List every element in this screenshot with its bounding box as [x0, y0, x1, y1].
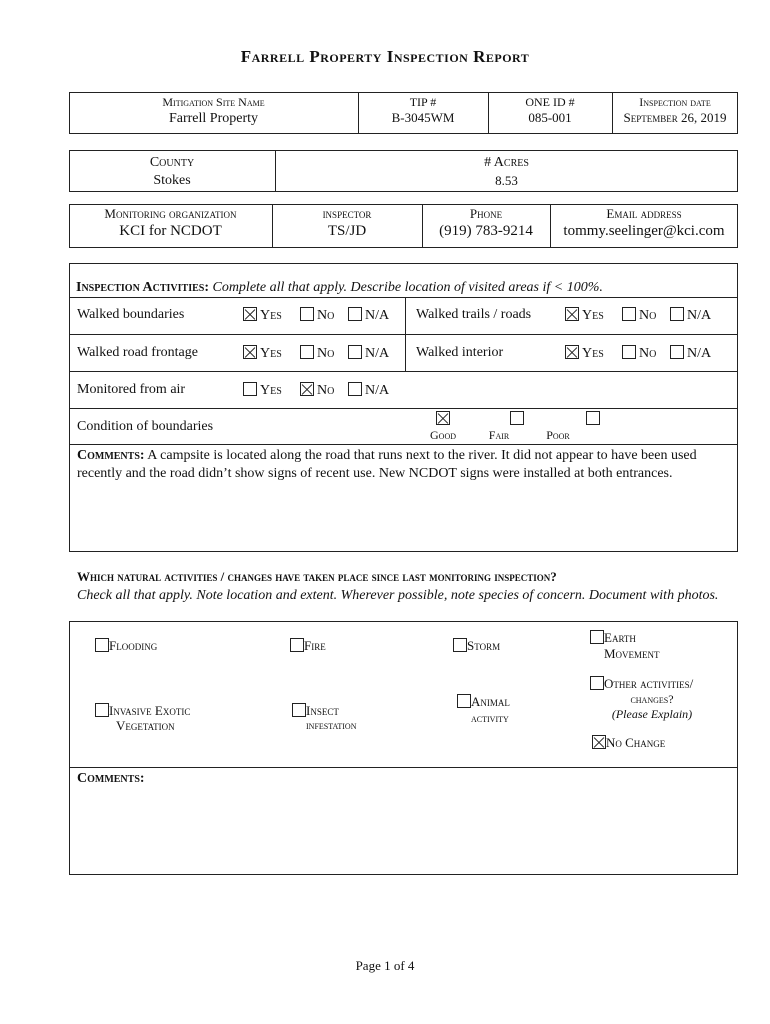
no-label: No — [639, 346, 657, 361]
monitored-air-na[interactable] — [348, 382, 389, 399]
storm-label: Storm — [467, 638, 501, 653]
checkbox-checked-icon[interactable] — [243, 307, 257, 321]
checkbox-icon[interactable] — [457, 694, 471, 708]
phone-label: Phone — [469, 206, 503, 221]
checkbox-icon[interactable] — [348, 382, 362, 396]
checkbox-icon[interactable] — [670, 307, 684, 321]
no-change-label: No Change — [606, 735, 666, 750]
walked-road-frontage-yes[interactable] — [243, 345, 282, 362]
animal-label: Animal — [471, 694, 510, 709]
insect-label-2: infestation — [306, 718, 357, 732]
invasive-label-2: Vegetation — [116, 718, 175, 733]
org-label: Monitoring organization — [104, 206, 237, 221]
walked-boundaries-yes[interactable] — [243, 307, 282, 324]
earth-movement-label-2: Movement — [604, 646, 660, 661]
flooding-option[interactable] — [95, 638, 157, 654]
other-label-2: changes? — [630, 692, 674, 706]
activities-comments — [77, 447, 732, 483]
oneid-value: 085-001 — [528, 110, 572, 125]
condition-good-label: Good — [430, 428, 456, 442]
monitored-air-yes[interactable] — [243, 382, 282, 399]
walked-boundaries-no[interactable] — [300, 307, 334, 324]
acres-value: 8.53 — [495, 173, 518, 188]
natural-comments-label: Comments: — [77, 771, 145, 786]
condition-good-checkbox[interactable] — [436, 411, 450, 425]
county-label: County — [149, 155, 195, 170]
checkbox-icon[interactable] — [453, 638, 467, 652]
inspector-value: TS/JD — [327, 223, 367, 239]
condition-label: Condition of boundaries — [77, 419, 214, 434]
no-change-option[interactable] — [592, 735, 665, 751]
natural-activities-instructions: Check all that apply. Note location and extent. Wherever possible, note species of concern. Document with photos. — [77, 588, 719, 603]
other-label: Other activities/ — [604, 676, 694, 691]
no-label: No — [639, 308, 657, 323]
checkbox-icon[interactable] — [622, 345, 636, 359]
walked-boundaries-na[interactable] — [348, 307, 389, 324]
condition-fair-checkbox[interactable] — [510, 411, 524, 425]
yes-label: Yes — [582, 346, 604, 361]
oneid-label: ONE ID # — [525, 95, 575, 109]
invasive-label: Invasive Exotic — [109, 703, 191, 718]
inspection-date-label: Inspection date — [639, 95, 711, 109]
walked-trails-yes[interactable] — [565, 307, 604, 324]
inspector-label: inspector — [322, 206, 372, 221]
yes-label: Yes — [260, 383, 282, 398]
monitored-air-no[interactable] — [300, 382, 334, 399]
invasive-option[interactable] — [95, 703, 190, 719]
mitigation-site-label: Mitigation Site Name — [162, 95, 265, 109]
checkbox-checked-icon[interactable] — [592, 735, 606, 749]
walked-interior-no[interactable] — [622, 345, 656, 362]
checkbox-icon[interactable] — [290, 638, 304, 652]
yes-label: Yes — [260, 346, 282, 361]
checkbox-icon[interactable] — [300, 307, 314, 321]
condition-poor-label: Poor — [546, 428, 570, 442]
org-value: KCI for NCDOT — [119, 223, 222, 239]
na-label: N/A — [365, 383, 390, 398]
yes-label: Yes — [260, 308, 282, 323]
insect-label: Insect — [306, 703, 339, 718]
walked-interior-yes[interactable] — [565, 345, 604, 362]
checkbox-icon[interactable] — [590, 630, 604, 644]
checkbox-icon[interactable] — [670, 345, 684, 359]
checkbox-icon[interactable] — [95, 703, 109, 717]
animal-option[interactable] — [457, 694, 510, 710]
checkbox-icon[interactable] — [95, 638, 109, 652]
activities-heading-label: Inspection Activities: — [76, 280, 209, 295]
checkbox-checked-icon[interactable] — [300, 382, 314, 396]
no-label: No — [317, 346, 335, 361]
walked-trails-no[interactable] — [622, 307, 656, 324]
walked-trails-na[interactable] — [670, 307, 711, 324]
checkbox-icon[interactable] — [622, 307, 636, 321]
no-label: No — [317, 308, 335, 323]
mitigation-site-value: Farrell Property — [168, 111, 259, 126]
earth-label: Earth — [604, 630, 636, 645]
walked-road-frontage-no[interactable] — [300, 345, 334, 362]
activities-heading — [76, 280, 603, 296]
checkbox-checked-icon[interactable] — [565, 307, 579, 321]
natural-comments-area[interactable] — [70, 790, 737, 874]
inspection-date-value: September 26, 2019 — [623, 110, 727, 125]
earth-movement-option[interactable] — [590, 630, 636, 646]
checkbox-icon[interactable] — [300, 345, 314, 359]
na-label: N/A — [687, 346, 712, 361]
walked-road-frontage-na[interactable] — [348, 345, 389, 362]
activities-heading-instructions: Complete all that apply. Describe location of visited areas if < 100%. — [212, 280, 603, 295]
county-value: Stokes — [153, 173, 191, 188]
na-label: N/A — [687, 308, 712, 323]
condition-poor-checkbox[interactable] — [586, 411, 600, 425]
checkbox-checked-icon[interactable] — [243, 345, 257, 359]
no-label: No — [317, 383, 335, 398]
page-title: Farrell Property Inspection Report — [240, 47, 530, 66]
condition-fair-label: Fair — [488, 428, 510, 442]
walked-interior-na[interactable] — [670, 345, 711, 362]
walked-road-frontage-label: Walked road frontage — [77, 345, 198, 360]
checkbox-icon[interactable] — [590, 676, 604, 690]
walked-interior-label: Walked interior — [416, 345, 504, 360]
monitored-air-label: Monitored from air — [77, 382, 186, 397]
comments-text[interactable]: A campsite is located along the road that runs next to the river. It did not appear to have been used recently and the road didn’t show signs of recent use. New NCDOT signs were installed at both entrances. — [77, 448, 697, 481]
yes-label: Yes — [582, 308, 604, 323]
page-number: Page 1 of 4 — [355, 958, 415, 973]
checkbox-icon[interactable] — [348, 307, 362, 321]
other-label-3: (Please Explain) — [611, 707, 693, 721]
storm-option[interactable] — [453, 638, 500, 654]
walked-boundaries-label: Walked boundaries — [77, 307, 185, 322]
flooding-label: Flooding — [109, 638, 158, 653]
acres-label: # Acres — [484, 155, 529, 170]
fire-label: Fire — [304, 638, 326, 653]
checkbox-icon[interactable] — [243, 382, 257, 396]
checkbox-icon[interactable] — [292, 703, 306, 717]
fire-option[interactable] — [290, 638, 326, 654]
walked-trails-label: Walked trails / roads — [416, 307, 532, 322]
na-label: N/A — [365, 308, 390, 323]
tip-value: B-3045WM — [391, 110, 455, 125]
insect-option[interactable] — [292, 703, 339, 719]
phone-value: (919) 783-9214 — [439, 223, 533, 239]
tip-label: TIP # — [409, 95, 437, 109]
checkbox-icon[interactable] — [348, 345, 362, 359]
email-label: Email address — [606, 206, 682, 221]
comments-label: Comments: — [77, 448, 145, 463]
na-label: N/A — [365, 346, 390, 361]
natural-activities-heading: Which natural activities / changes have taken place since last monitoring inspection? — [77, 569, 557, 584]
email-value: tommy.seelinger@kci.com — [563, 223, 725, 239]
other-activities-option[interactable] — [590, 676, 693, 692]
checkbox-checked-icon[interactable] — [565, 345, 579, 359]
animal-label-2: activity — [471, 711, 509, 725]
